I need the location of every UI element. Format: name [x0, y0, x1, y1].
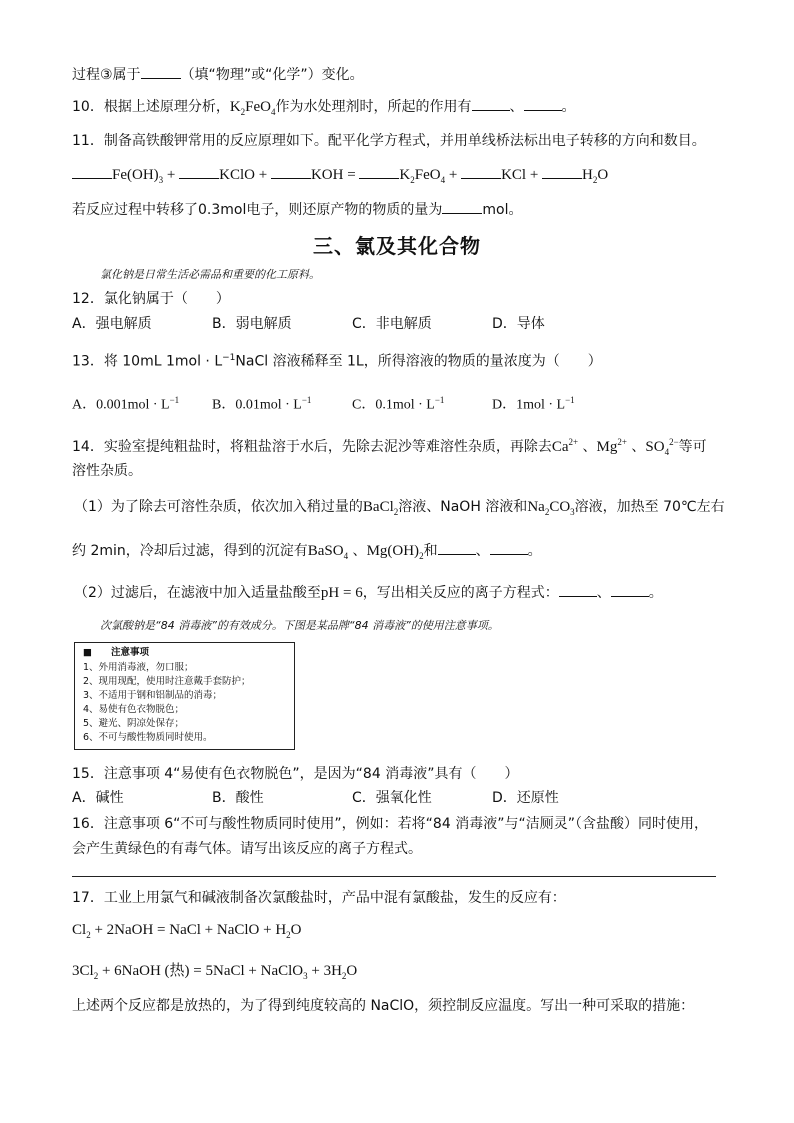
formula-part: KClO — [219, 167, 255, 183]
option-a[interactable] — [72, 391, 179, 415]
option-a[interactable]: A．强电解质 — [72, 316, 152, 332]
subscript: 2 — [286, 930, 291, 940]
question-text: 等可 — [678, 439, 707, 455]
question-15-text: 15．注意事项 4“易使有色衣物脱色”，是因为“84 消毒液”具有（ ） — [72, 766, 519, 782]
separator: 、 — [509, 99, 524, 115]
formula — [367, 543, 424, 559]
superscript: −1 — [565, 395, 575, 405]
coefficient-blank[interactable] — [72, 164, 112, 179]
ion-ca — [552, 439, 578, 455]
notice-item: 1、外用消毒液，勿口服； — [83, 662, 194, 673]
formula-part: CO — [549, 499, 571, 515]
question-11-followup — [72, 199, 522, 219]
formula-part: Cl — [72, 922, 87, 938]
equals-sign: = — [347, 167, 356, 183]
formula-part: K — [229, 99, 241, 115]
option-label: A．0.001mol · L — [72, 397, 170, 413]
notice-item: 4、易使有色衣物脱色； — [83, 704, 185, 715]
formula — [527, 499, 574, 515]
formula-part: O — [290, 922, 302, 938]
option-label: D．1mol · L — [492, 397, 566, 413]
question-text: 作为水处理剂时，所起的作用有 — [275, 99, 472, 115]
ion-mg — [597, 439, 627, 455]
question-14-part1-line1 — [74, 498, 725, 521]
question-15-options — [72, 789, 722, 807]
formula-part: 3Cl — [72, 963, 94, 979]
intro-text: 氯化钠是日常生活必需品和重要的化工原料。 — [100, 268, 320, 281]
superscript: 2+ — [568, 437, 579, 447]
notice-box — [74, 642, 295, 750]
option-c[interactable]: C．非电解质 — [352, 316, 432, 332]
notice-heading: ■ 注意事项 — [83, 647, 149, 658]
question-text: ，写出相关反应的离子方程式： — [362, 585, 559, 601]
answer-blank[interactable] — [524, 96, 562, 111]
option-label: B．0.01mol · L — [212, 397, 302, 413]
answer-blank[interactable] — [490, 540, 528, 555]
formula-part: + 3H — [307, 963, 342, 979]
superscript: −1 — [301, 395, 312, 405]
question-12-text: 12．氯化钠属于（ ） — [72, 291, 230, 307]
option-c[interactable] — [352, 391, 444, 415]
question-text: 溶液，加热至 70℃左右 — [574, 499, 725, 515]
option-b[interactable]: B．酸性 — [212, 790, 264, 806]
subscript: 4 — [343, 551, 349, 561]
subscript: 4 — [440, 175, 446, 185]
notice-item: 5、避光、阴凉处保存； — [83, 718, 185, 729]
plus-sign: + — [258, 167, 268, 183]
question-12-options — [72, 315, 722, 333]
formula-part: O — [346, 963, 358, 979]
question-13-options — [72, 391, 722, 413]
notice-item: 6、不可与酸性物质同时使用。 — [83, 732, 213, 743]
equation-2 — [72, 962, 357, 985]
superscript: −1 — [222, 353, 236, 363]
question-14-part1-line2: 约 2min，冷却后过滤，得到的沉淀有BaSO$_4$ 、$Mg(OH)_2$和 、 。 — [72, 540, 542, 565]
coefficient-blank[interactable] — [461, 164, 501, 179]
punctuation: 。 — [561, 99, 576, 115]
unit-text: mol。 — [482, 202, 523, 218]
formula-part: FeO — [414, 167, 441, 183]
option-label: C．0.1mol · L — [352, 397, 435, 413]
question-16-line1: 16．注意事项 6“不可与酸性物质同时使用”，例如：若将“84 消毒液”与“洁厕灵”（含盐酸）同时使用， — [72, 816, 708, 832]
option-d[interactable]: D．还原性 — [492, 790, 559, 806]
question-11-text: 11．制备高铁酸钾常用的反应原理如下。配平化学方程式，并用单线桥法标出电子转移的方向和数目。 — [72, 133, 706, 149]
question-14-line2: 溶性杂质。 — [72, 463, 142, 479]
formula-part: + 2NaOH = NaCl + NaClO + H — [90, 922, 287, 938]
question-text: NaCl 溶液稀释至 1L，所得溶液的物质的量浓度为（ ） — [235, 353, 602, 370]
answer-blank[interactable] — [442, 199, 482, 214]
question-text: （1）为了除去可溶性杂质，依次加入稍过量的 — [74, 499, 363, 515]
formula-part: K — [399, 167, 411, 183]
superscript: −1 — [169, 395, 180, 405]
question-text: 溶液、NaOH 溶液和 — [398, 499, 528, 515]
option-a[interactable]: A．碱性 — [72, 790, 124, 806]
question-10 — [72, 96, 576, 121]
question-17-text: 17．工业上用氯气和碱液制备次氯酸盐时，产品中混有氯酸盐，发生的反应有： — [72, 890, 566, 906]
ion-so4 — [645, 439, 678, 455]
formula-part: H — [582, 167, 593, 183]
question-fragment — [72, 64, 364, 84]
formula-part: KCl — [501, 167, 527, 183]
question-text: 14．实验室提纯粗盐时，将粗盐溶于水后，先除去泥沙等难溶性杂质，再除去 — [72, 439, 552, 455]
plus-sign: + — [448, 167, 458, 183]
subscript: 2 — [410, 175, 415, 185]
notice-item: 2、现用现配，使用时注意戴手套防护； — [83, 676, 251, 687]
subscript: 3 — [158, 175, 164, 185]
subscript: 4 — [664, 447, 670, 457]
subscript: 2 — [419, 551, 424, 561]
answer-blank[interactable] — [141, 64, 181, 79]
subscript: 2 — [86, 930, 91, 940]
formula-part: SO — [645, 439, 665, 455]
option-d[interactable]: D．导体 — [492, 316, 545, 332]
answer-blank[interactable] — [472, 96, 510, 111]
superscript: 2− — [669, 437, 679, 447]
question-text: 13．将 10mL 1mol · L — [72, 353, 223, 370]
subscript: 2 — [341, 971, 347, 981]
coefficient-blank[interactable] — [271, 164, 311, 179]
subscript: 3 — [570, 507, 575, 517]
ph-value: pH = 6 — [320, 585, 363, 601]
question-11-equation — [72, 164, 608, 189]
formula-part: Mg — [596, 439, 618, 455]
formula-part: BaSO — [307, 543, 344, 559]
answer-line[interactable] — [72, 876, 716, 877]
option-c[interactable]: C．强氧化性 — [352, 790, 432, 806]
formula-part: Na — [527, 499, 545, 515]
answer-blank[interactable] — [559, 582, 597, 597]
text: 过程③属于 — [72, 67, 141, 83]
formula — [308, 543, 348, 559]
formula-part: Mg(OH) — [366, 543, 420, 559]
option-b[interactable] — [212, 391, 311, 415]
formula-part: (OH) — [127, 167, 159, 183]
question-text: 约 2min，冷却后过滤，得到的沉淀有 — [72, 543, 308, 559]
subscript: 4 — [271, 107, 276, 117]
answer-blank[interactable] — [438, 540, 476, 555]
plus-sign: + — [529, 167, 539, 183]
formula-part: Ca — [551, 439, 569, 455]
subscript: 2 — [544, 507, 550, 517]
question-14-part2: （2）过滤后，在滤液中加入适量盐酸至pH = 6，写出相关反应的离子方程式： 、 。 — [74, 582, 663, 602]
section-title: 三、氯及其化合物 — [313, 234, 481, 258]
coefficient-blank[interactable] — [359, 164, 399, 179]
formula — [363, 499, 398, 515]
notice-item: 3、不适用于钢和铝制品的消毒； — [83, 690, 223, 701]
question-17-last: 上述两个反应都是放热的，为了得到纯度较高的 NaClO，须控制反应温度。写出一种可采取的措施： — [72, 998, 695, 1014]
subscript: 2 — [240, 107, 246, 117]
text: （填“物理”或“化学”）变化。 — [180, 67, 364, 83]
question-13-text — [72, 349, 602, 371]
formula — [230, 99, 276, 115]
option-d[interactable] — [492, 391, 575, 415]
coefficient-blank[interactable] — [179, 164, 219, 179]
answer-blank[interactable] — [611, 582, 649, 597]
subscript: 3 — [303, 971, 308, 981]
formula-part: O — [597, 167, 609, 183]
formula-part: BaCl — [362, 499, 394, 515]
question-text: 和 — [423, 543, 438, 559]
question-14-line1: 14．实验室提纯粗盐时，将粗盐溶于水后，先除去泥沙等难溶性杂质，再除去$Ca^{2+}$ 、$Mg^{2+}$ 、$SO_4^{2-}$等可 — [72, 437, 707, 457]
subscript: 2 — [393, 507, 399, 517]
formula-part: FeO — [245, 99, 272, 115]
option-b[interactable]: B．弱电解质 — [212, 316, 292, 332]
coefficient-blank[interactable] — [542, 164, 582, 179]
question-text: 10．根据上述原理分析， — [72, 99, 230, 115]
question-16-line2: 会产生黄绿色的有毒气体。请写出该反应的离子方程式。 — [72, 841, 422, 857]
subscript: 2 — [592, 175, 598, 185]
plus-sign: + — [166, 167, 176, 183]
equation-1 — [72, 921, 302, 944]
subscript: 2 — [93, 971, 99, 981]
superscript: −1 — [434, 395, 445, 405]
intro-text: 次氯酸钠是“84 消毒液”的有效成分。下图是某品牌“84 消毒液”的使用注意事项。 — [100, 619, 499, 632]
formula-part: KOH — [310, 167, 344, 183]
question-text: （2）过滤后，在滤液中加入适量盐酸至 — [74, 585, 321, 601]
formula-part: + 6NaOH (热) = 5NaCl + NaClO — [98, 963, 304, 979]
question-text: 若反应过程中转移了0.3mol电子，则还原产物的物质的量为 — [72, 202, 443, 218]
formula-part: Fe — [112, 167, 127, 183]
superscript: 2+ — [617, 437, 627, 447]
